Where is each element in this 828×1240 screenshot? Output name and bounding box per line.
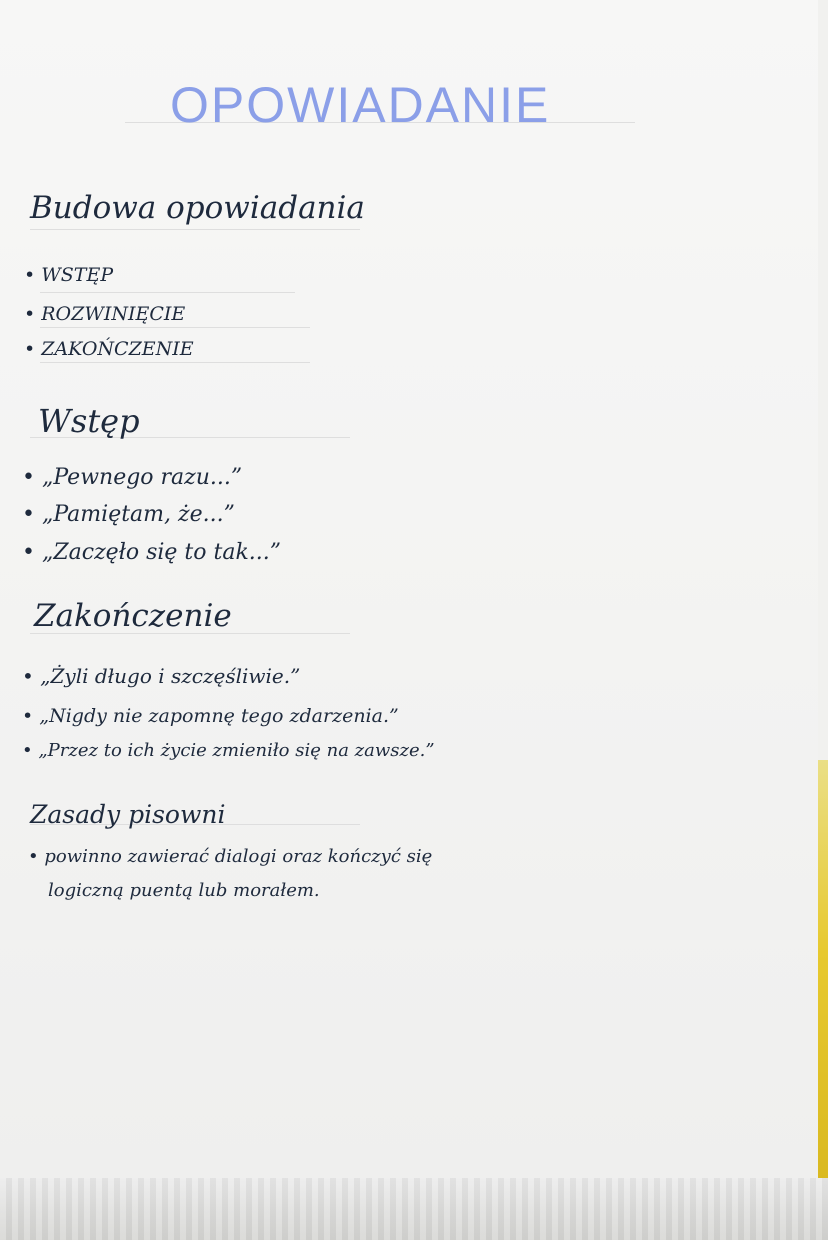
wstep-item-2: • „Pamiętam, że...”: [22, 502, 235, 527]
section-heading-wstep: Wstęp: [38, 402, 140, 440]
zasady-line-2: logiczną puentą lub morałem.: [48, 880, 320, 901]
rule-4: [40, 362, 310, 363]
page-title: OPOWIADANIE: [170, 77, 551, 133]
zakonczenie-item-3: • „Przez to ich życie zmieniło się na zawsze.”: [22, 740, 435, 761]
section-heading-zasady: Zasady pisowni: [30, 800, 226, 829]
budowa-item-3: • ZAKOŃCZENIE: [24, 338, 194, 360]
section-heading-budowa: Budowa opowiadania: [30, 190, 365, 226]
wstep-item-3: • „Zaczęło się to tak...”: [22, 540, 282, 565]
zakonczenie-item-2: • „Nigdy nie zapomnę tego zdarzenia.”: [22, 705, 399, 727]
rule-3: [40, 327, 310, 328]
zakonczenie-item-1: • „Żyli długo i szczęśliwie.”: [22, 664, 301, 688]
wstep-item-1: • „Pewnego razu...”: [22, 465, 243, 490]
zasady-line-1: • powinno zawierać dialogi oraz kończyć się: [28, 846, 433, 867]
budowa-item-1: • WSTĘP: [24, 264, 114, 286]
budowa-item-2: • ROZWINIĘCIE: [24, 303, 186, 325]
binder-edge: [818, 760, 828, 1240]
binder-sleeve-edge: [0, 1178, 828, 1240]
rule-1: [30, 229, 360, 230]
rule-2: [40, 292, 295, 293]
section-heading-zakonczenie: Zakończenie: [34, 598, 232, 634]
